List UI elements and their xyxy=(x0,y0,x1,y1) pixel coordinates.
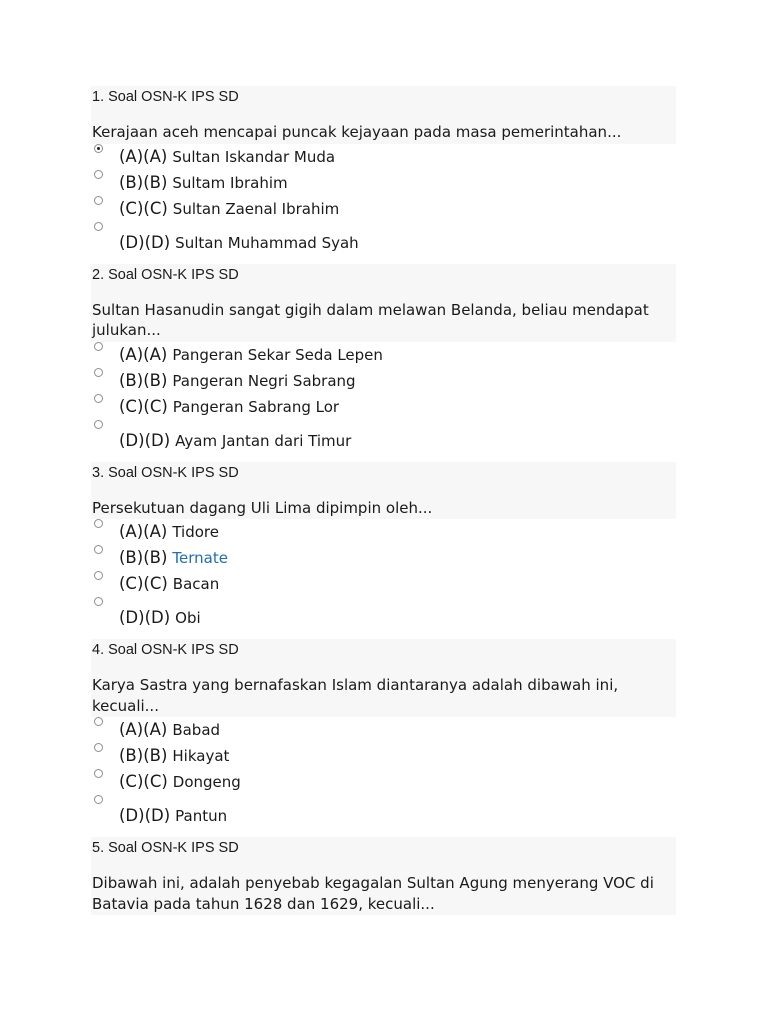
question-2 xyxy=(92,264,676,452)
option-text: Pangeran Negri Sabrang xyxy=(172,371,356,390)
question-text: Karya Sastra yang bernafaskan Islam diantaranya adalah dibawah ini, kecuali... xyxy=(91,663,676,717)
option-letter: (A)(A) xyxy=(119,522,168,541)
radio-button[interactable] xyxy=(94,545,103,554)
option-letter: (D)(D) xyxy=(119,430,171,450)
option-d[interactable] xyxy=(92,597,676,629)
option-letter: (C)(C) xyxy=(119,396,168,416)
option-letter: (B)(B) xyxy=(119,172,168,192)
option-letter: (D)(D) xyxy=(119,806,171,825)
option-text: Tidore xyxy=(172,523,219,541)
question-text: Sultan Hasanudin sangat gigih dalam melawan Belanda, beliau mendapat julukan... xyxy=(91,288,676,342)
option-a[interactable] xyxy=(92,717,676,743)
option-text: Sultan Muhammad Syah xyxy=(175,233,359,252)
option-letter: (C)(C) xyxy=(119,772,168,791)
option-c[interactable] xyxy=(92,394,676,420)
radio-button[interactable] xyxy=(94,597,103,606)
option-text: Pangeran Sekar Seda Lepen xyxy=(172,345,383,364)
option-letter: (C)(C) xyxy=(119,574,168,593)
radio-button[interactable] xyxy=(94,519,103,528)
radio-button[interactable] xyxy=(94,394,103,403)
radio-button[interactable] xyxy=(94,743,103,752)
option-text: Dongeng xyxy=(172,773,241,791)
option-c[interactable] xyxy=(92,769,676,795)
option-text: Pantun xyxy=(175,807,228,825)
radio-button[interactable] xyxy=(94,717,103,726)
radio-button[interactable] xyxy=(94,571,103,580)
option-text: Sultam Ibrahim xyxy=(172,173,288,192)
option-b[interactable] xyxy=(92,545,676,571)
radio-button[interactable] xyxy=(94,795,103,804)
option-c[interactable] xyxy=(92,571,676,597)
option-c[interactable] xyxy=(92,196,676,222)
option-d[interactable] xyxy=(92,222,676,254)
option-text: Pangeran Sabrang Lor xyxy=(172,397,340,416)
radio-button[interactable] xyxy=(94,769,103,778)
question-header: 3. Soal OSN-K IPS SD xyxy=(91,462,676,486)
question-3 xyxy=(92,462,676,630)
option-b[interactable] xyxy=(92,743,676,769)
question-1 xyxy=(92,86,676,254)
option-d[interactable] xyxy=(92,420,676,452)
quiz-document xyxy=(92,86,676,925)
radio-button[interactable] xyxy=(94,170,103,179)
option-letter: (C)(C) xyxy=(119,198,168,218)
option-letter: (A)(A) xyxy=(119,146,168,166)
option-text: Hikayat xyxy=(172,747,230,765)
radio-button[interactable] xyxy=(94,342,103,351)
option-text: Sultan Zaenal Ibrahim xyxy=(172,199,340,218)
radio-button-selected[interactable] xyxy=(94,144,103,153)
option-letter: (B)(B) xyxy=(119,370,168,390)
question-5 xyxy=(92,837,676,915)
question-4 xyxy=(92,639,676,827)
radio-button[interactable] xyxy=(94,222,103,231)
option-text: Babad xyxy=(172,721,221,739)
question-header: 2. Soal OSN-K IPS SD xyxy=(91,264,676,288)
option-letter: (D)(D) xyxy=(119,232,171,252)
question-text: Persekutuan dagang Uli Lima dipimpin oleh... xyxy=(91,486,676,520)
radio-button[interactable] xyxy=(94,368,103,377)
option-letter: (B)(B) xyxy=(119,746,168,765)
question-header: 4. Soal OSN-K IPS SD xyxy=(91,639,676,663)
option-text-link[interactable]: Ternate xyxy=(172,549,228,567)
option-text: Obi xyxy=(175,609,201,627)
radio-button[interactable] xyxy=(94,196,103,205)
option-d[interactable] xyxy=(92,795,676,827)
option-text: Sultan Iskandar Muda xyxy=(172,147,336,166)
option-letter: (B)(B) xyxy=(119,548,168,567)
option-a[interactable] xyxy=(92,519,676,545)
option-b[interactable] xyxy=(92,170,676,196)
question-text: Dibawah ini, adalah penyebab kegagalan Sultan Agung menyerang VOC di Batavia pada tahun 1628 dan 1629, kecuali... xyxy=(91,861,676,915)
question-header: 5. Soal OSN-K IPS SD xyxy=(91,837,676,861)
question-header: 1. Soal OSN-K IPS SD xyxy=(91,86,676,110)
option-a[interactable] xyxy=(92,144,676,170)
option-letter: (A)(A) xyxy=(119,344,168,364)
option-letter: (A)(A) xyxy=(119,720,168,739)
option-letter: (D)(D) xyxy=(119,608,171,627)
radio-button[interactable] xyxy=(94,420,103,429)
question-text: Kerajaan aceh mencapai puncak kejayaan pada masa pemerintahan... xyxy=(91,110,676,144)
option-b[interactable] xyxy=(92,368,676,394)
option-a[interactable] xyxy=(92,342,676,368)
option-text: Bacan xyxy=(172,575,220,593)
option-text: Ayam Jantan dari Timur xyxy=(175,431,352,450)
